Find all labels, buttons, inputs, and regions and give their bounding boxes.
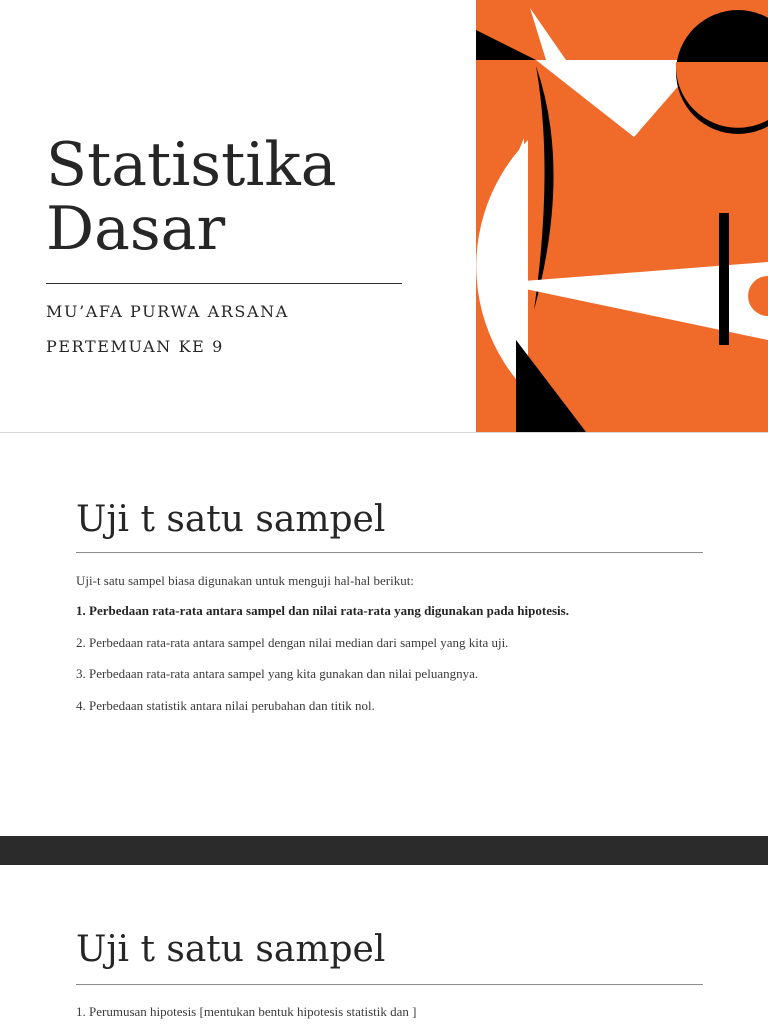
presentation-title: Statistika Dasar [46, 130, 337, 264]
slide-title-divider [76, 984, 703, 985]
list-item: 1. Perbedaan rata-rata antara sampel dan nilai rata-rata yang digunakan pada hipotesis. [76, 603, 569, 618]
list-item: 2. Perbedaan rata-rata antara sampel dengan nilai median dari sampel yang kita uji. [76, 635, 509, 650]
content-slide-2 [0, 865, 768, 1024]
title-slide [0, 0, 768, 432]
content-slide-1 [0, 433, 768, 836]
slide-title: Uji t satu sampel [76, 499, 386, 540]
slide-title: Uji t satu sampel [76, 929, 386, 970]
title-divider [46, 283, 402, 284]
intro-text: Uji-t satu sampel biasa digunakan untuk menguji hal-hal berikut: [76, 573, 414, 588]
list-item: 3. Perbedaan rata-rata antara sampel yang kita gunakan dan nilai peluangnya. [76, 666, 479, 681]
list-item: 1. Perumusan hipotesis [mentukan bentuk hipotesis statistik dan ] [76, 1004, 417, 1019]
list-item: 4. Perbedaan statistik antara nilai perubahan dan titik nol. [76, 698, 375, 713]
session-label: PERTEMUAN KE 9 [46, 337, 224, 356]
slide-gap-band [0, 836, 768, 865]
abstract-artwork-image [476, 0, 768, 432]
slide-title-divider [76, 552, 703, 553]
author-name: MU’AFA PURWA ARSANA [46, 302, 289, 321]
